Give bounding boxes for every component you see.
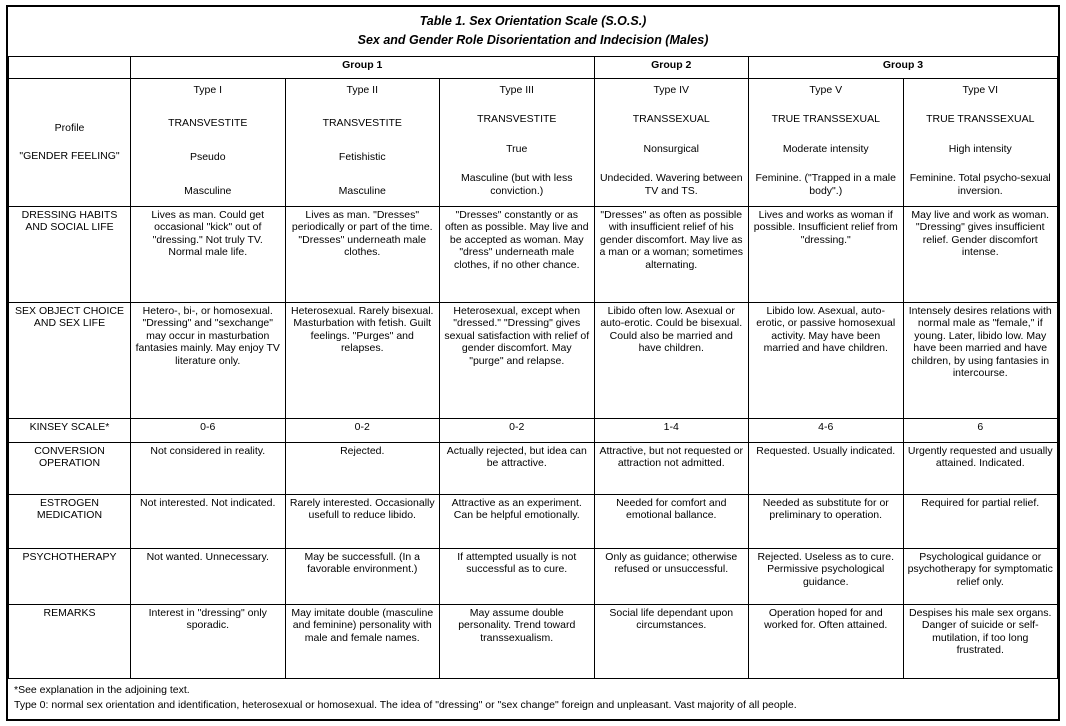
cell-remarks-type-2: May imitate double (masculine and feminine) personality with male and female names. (285, 604, 440, 678)
profile-feeling: Masculine (but with less conviction.) (461, 172, 573, 197)
cell-profile-type-6 (903, 78, 1058, 206)
cell-sexobject-type-2: Heterosexual. Rarely bisexual. Masturbation with fetish. Guilt feelings. "Purges" and relapses. (285, 302, 440, 418)
cell-kinsey-type-5: 4-6 (749, 418, 904, 442)
footnote-asterisk: *See explanation in the adjoining text. (14, 683, 190, 696)
row-label-conversion-operation: CONVERSION OPERATION (9, 442, 131, 494)
cell-psychotherapy-type-4: Only as guidance; otherwise refused or unsuccessful. (594, 548, 749, 604)
profile-intensity: True (506, 142, 528, 155)
type-label: Type IV (653, 83, 690, 96)
cell-conversion-type-3: Actually rejected, but idea can be attractive. (440, 442, 595, 494)
profile-category: TRUE TRANSSEXUAL (771, 113, 880, 126)
profile-stack (135, 81, 281, 201)
cell-kinsey-type-3: 0-2 (440, 418, 595, 442)
cell-psychotherapy-type-6: Psychological guidance or psychotherapy for symptomatic relief only. (903, 548, 1058, 604)
cell-estrogen-type-2: Rarely interested. Occasionally usefull to reduce libido. (285, 494, 440, 548)
cell-profile-type-5 (749, 78, 904, 206)
profile-feeling: Undecided. Wavering between TV and TS. (599, 172, 743, 197)
table-row-dressing-habits (9, 206, 1058, 302)
cell-psychotherapy-type-1: Not wanted. Unnecessary. (131, 548, 286, 604)
cell-dressing-type-6: May live and work as woman. "Dressing" gives insufficient relief. Gender discomfort intense. (903, 206, 1058, 302)
document-page (6, 5, 1060, 721)
type-label: Type II (346, 83, 378, 96)
row-label-profile (9, 78, 131, 206)
table-row-remarks (9, 604, 1058, 678)
cell-sexobject-type-6: Intensely desires relations with normal male as "female," if young. Later, libido low. May have been married and have children, by using fantasies in intercourse. (903, 302, 1058, 418)
cell-conversion-type-4: Attractive, but not requested or attraction not admitted. (594, 442, 749, 494)
table-row-conversion-operation (9, 442, 1058, 494)
type-label: Type V (809, 83, 843, 96)
table-row-sex-object-choice (9, 302, 1058, 418)
cell-kinsey-type-4: 1-4 (594, 418, 749, 442)
sos-table (8, 56, 1058, 679)
row-label-remarks: REMARKS (9, 604, 131, 678)
profile-category: TRANSVESTITE (477, 113, 557, 126)
cell-psychotherapy-type-3: If attempted usually is not successful as to cure. (440, 548, 595, 604)
profile-category: TRANSSEXUAL (632, 113, 710, 126)
cell-remarks-type-5: Operation hoped for and worked for. Often attained. (749, 604, 904, 678)
cell-estrogen-type-3: Attractive as an experiment. Can be helpful emotionally. (440, 494, 595, 548)
cell-conversion-type-5: Requested. Usually indicated. (749, 442, 904, 494)
profile-feeling: Masculine (338, 184, 386, 197)
cell-dressing-type-1: Lives as man. Could get occasional "kick" out of "dressing." Not truly TV. Normal male life. (131, 206, 286, 302)
cell-remarks-type-1: Interest in "dressing" only sporadic. (131, 604, 286, 678)
table-row-estrogen-medication (9, 494, 1058, 548)
cell-sexobject-type-4: Libido often low. Asexual or auto-erotic. Could be bisexual. Could also be married and have children. (594, 302, 749, 418)
cell-kinsey-type-6: 6 (903, 418, 1058, 442)
table-row-psychotherapy (9, 548, 1058, 604)
profile-stack (599, 81, 745, 201)
row-label-estrogen-medication: ESTROGEN MEDICATION (9, 494, 131, 548)
cell-estrogen-type-4: Needed for comfort and emotional ballance. (594, 494, 749, 548)
cell-conversion-type-2: Rejected. (285, 442, 440, 494)
type-label: Type VI (962, 83, 999, 96)
cell-remarks-type-3: May assume double personality. Trend toward transsexualism. (440, 604, 595, 678)
profile-intensity: Fetishistic (338, 151, 386, 164)
row-label-kinsey-scale: KINSEY SCALE* (9, 418, 131, 442)
group-3-header: Group 3 (749, 56, 1058, 78)
profile-intensity: Moderate intensity (782, 142, 869, 155)
profile-intensity: Pseudo (189, 151, 226, 164)
cell-remarks-type-4: Social life dependant upon circumstances. (594, 604, 749, 678)
cell-profile-type-2 (285, 78, 440, 206)
cell-remarks-type-6: Despises his male sex organs. Danger of suicide or self-mutilation, if too long frustrated. (903, 604, 1058, 678)
cell-dressing-type-3: "Dresses" constantly or as often as possible. May live and be accepted as woman. May "dress" underneath male clothes, if no other chance. (440, 206, 595, 302)
cell-profile-type-1 (131, 78, 286, 206)
cell-sexobject-type-3: Heterosexual, except when "dressed." "Dressing" gives sexual satisfaction with relief of gender discomfort. May "purge" and relapse. (440, 302, 595, 418)
cell-estrogen-type-1: Not interested. Not indicated. (131, 494, 286, 548)
cell-kinsey-type-1: 0-6 (131, 418, 286, 442)
cell-conversion-type-1: Not considered in reality. (131, 442, 286, 494)
corner-cell (9, 56, 131, 78)
row-label-psychotherapy: PSYCHOTHERAPY (9, 548, 131, 604)
cell-dressing-type-5: Lives and works as woman if possible. Insufficient relief from "dressing." (749, 206, 904, 302)
cell-dressing-type-2: Lives as man. "Dresses" periodically or part of the time. "Dresses" underneath male clothes. (285, 206, 440, 302)
profile-row-label-2: "GENDER FEELING" (19, 149, 120, 162)
profile-row-label-1: Profile (54, 121, 85, 134)
cell-estrogen-type-5: Needed as substitute for or preliminary to operation. (749, 494, 904, 548)
profile-feeling: Feminine. ("Trapped in a male body".) (755, 172, 896, 197)
cell-profile-type-3 (440, 78, 595, 206)
title-block (8, 7, 1058, 56)
profile-intensity: High intensity (948, 142, 1012, 155)
group-header-row (9, 56, 1058, 78)
profile-feeling: Feminine. Total psycho-sexual inversion. (909, 172, 1051, 197)
footnotes (8, 679, 1058, 719)
cell-psychotherapy-type-5: Rejected. Useless as to cure. Permissive psychological guidance. (749, 548, 904, 604)
profile-stack (290, 81, 436, 201)
cell-psychotherapy-type-2: May be successfull. (In a favorable environment.) (285, 548, 440, 604)
table-title: Table 1. Sex Orientation Scale (S.O.S.) (419, 14, 647, 28)
profile-stack (444, 81, 590, 201)
row-label-sex-object-choice: SEX OBJECT CHOICE AND SEX LIFE (9, 302, 131, 418)
profile-header-row (9, 78, 1058, 206)
cell-dressing-type-4: "Dresses" as often as possible with insufficient relief of his gender discomfort. May live as a man or a woman; sometimes alternating. (594, 206, 749, 302)
group-2-header: Group 2 (594, 56, 749, 78)
table-subtitle: Sex and Gender Role Disorientation and Indecision (Males) (357, 32, 709, 47)
profile-stack (908, 81, 1054, 201)
cell-estrogen-type-6: Required for partial relief. (903, 494, 1058, 548)
cell-kinsey-type-2: 0-2 (285, 418, 440, 442)
cell-profile-type-4 (594, 78, 749, 206)
table-row-kinsey-scale (9, 418, 1058, 442)
group-1-header: Group 1 (131, 56, 595, 78)
profile-category: TRUE TRANSSEXUAL (926, 113, 1035, 126)
cell-sexobject-type-1: Hetero-, bi-, or homosexual. "Dressing" and "sexchange" may occur in masturbation fantasies mainly. May enjoy TV literature only. (131, 302, 286, 418)
profile-intensity: Nonsurgical (643, 142, 699, 155)
profile-category: TRANSVESTITE (168, 117, 248, 130)
type-label: Type III (499, 83, 534, 96)
profile-feeling: Masculine (184, 184, 232, 197)
profile-stack (753, 81, 899, 201)
cell-conversion-type-6: Urgently requested and usually attained. Indicated. (903, 442, 1058, 494)
cell-sexobject-type-5: Libido low. Asexual, auto-erotic, or passive homosexual activity. May have been married and have children. (749, 302, 904, 418)
type-label: Type I (193, 83, 223, 96)
profile-category: TRANSVESTITE (322, 117, 402, 130)
row-label-dressing-habits: DRESSING HABITS AND SOCIAL LIFE (9, 206, 131, 302)
footnote-type-0: Type 0: normal sex orientation and identification, heterosexual or homosexual. The idea of "dressing" or "sex change" foreign and unpleasant. Vast majority of all people. (14, 698, 797, 711)
